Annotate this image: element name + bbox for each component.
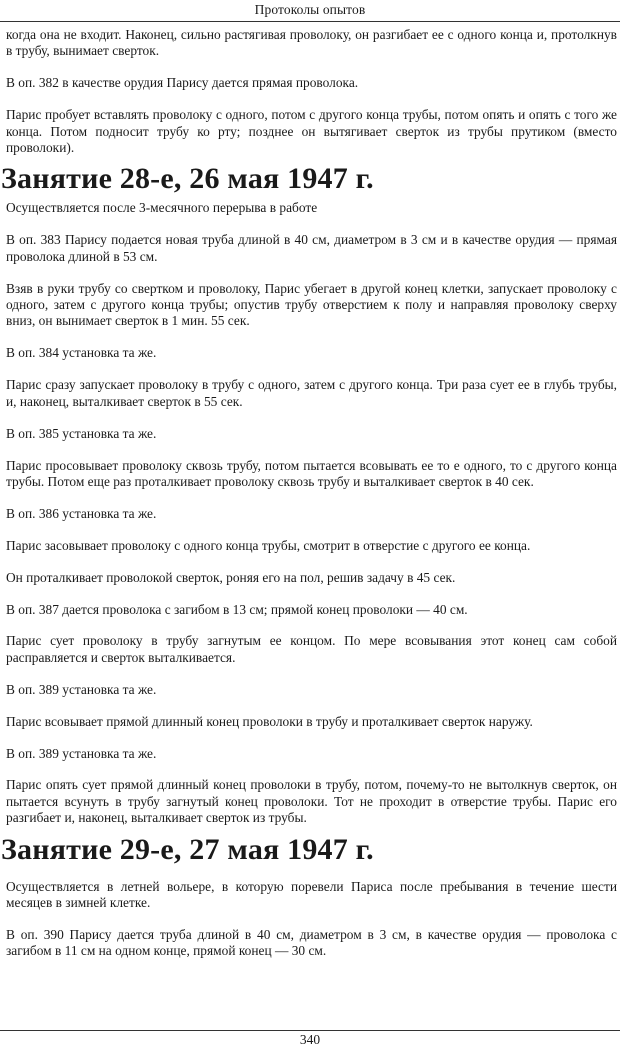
paragraph: Он проталкивает проволокой сверток, роняя его на пол, решив задачу в 45 сек. [6, 569, 456, 585]
paragraph: Парис сразу запускает проволоку в трубу с одного, затем с другого конца. Три раза сует ее в глубь трубы, и, наконец, выталкивает сверток в 55 сек. [6, 377, 617, 409]
paragraph: Парис сует проволоку в трубу загнутым ее концом. По мере всовывания этот конец сам собой расправляется и сверток выталкивается. [6, 633, 617, 665]
paragraph: Взяв в руки трубу со свертком и проволоку, Парис убегает в другой конец клетки, запускает проволоку с одного, затем с другого конца трубы; опустив трубу отверстием к полу и направляя проволоку сверху вниз, он вынимает сверток в 1 мин. 55 сек. [6, 280, 617, 329]
paragraph: В оп. 390 Парису дается труба длиной в 40 см, диаметром в 3 см, в качестве орудия — проволока с загибом в 11 см на одном конце, прямой конец — 30 см. [6, 927, 617, 959]
header-rule [0, 21, 620, 22]
paragraph: В оп. 387 дается проволока с загибом в 13 см; прямой конец проволоки — 40 см. [6, 601, 468, 617]
page-body [1, 27, 617, 975]
running-head: Протоколы опытов [254, 2, 366, 17]
paragraph: Парис засовывает проволоку с одного конца трубы, смотрит в отверстие с другого ее конца. [6, 537, 531, 553]
paragraph: Парис опять сует прямой длинный конец проволоки в трубу, потом, почему-то не вытолкнув сверток, он пытается всунуть в трубу загнутый конец проволоки. Тот не проходит в отверстие трубы. Парис его разгибает и, наконец, выталкивает сверток из трубы. [6, 777, 617, 826]
section-heading: Занятие 29-е, 27 мая 1947 г. [1, 832, 374, 866]
paragraph: В оп. 384 установка та же. [6, 345, 157, 361]
paragraph: В оп. 385 установка та же. [6, 425, 157, 441]
paragraph: Осуществляется в летней вольере, в которую поревели Париса после пребывания в течение шести месяцев в зимней клетке. [6, 878, 617, 911]
section-heading: Занятие 28-е, 26 мая 1947 г. [1, 162, 374, 196]
paragraph: Парис просовывает проволоку сквозь трубу, потом пытается всовывать ее то е одного, то с другого конца трубы. Потом еще раз проталкивает проволоку сквозь трубу и выталкивает сверток в 40 сек. [6, 457, 617, 489]
footer-rule [0, 1030, 620, 1031]
paragraph: В оп. 382 в качестве орудия Парису дается прямая проволока. [6, 75, 359, 91]
paragraph: В оп. 383 Парису подается новая труба длиной в 40 см, диаметром в 3 см и в качестве орудия — прямая проволока длиной в 53 см. [6, 232, 617, 264]
paragraph: В оп. 389 установка та же. [6, 681, 157, 697]
page-number: 340 [299, 1032, 321, 1047]
paragraph: Парис пробует вставлять проволоку с одного, потом с другого конца трубы, потом опять и опять с того же конца. Потом подносит трубу ко рту; позднее он вытягивает сверток из трубы прутиком (вместо проволоки). [6, 107, 617, 156]
paragraph: В оп. 389 установка та же. [6, 745, 157, 761]
paragraph: когда она не входит. Наконец, сильно растягивая проволоку, он разгибает ее с одного конца и, протолкнув в трубу, вынимает сверток. [6, 27, 617, 59]
paragraph: В оп. 386 установка та же. [6, 505, 157, 521]
section-subtitle: Осуществляется после 3-месячного перерыва в работе [6, 200, 318, 216]
paragraph: Парис всовывает прямой длинный конец проволоки в трубу и проталкивает сверток наружу. [6, 713, 533, 729]
